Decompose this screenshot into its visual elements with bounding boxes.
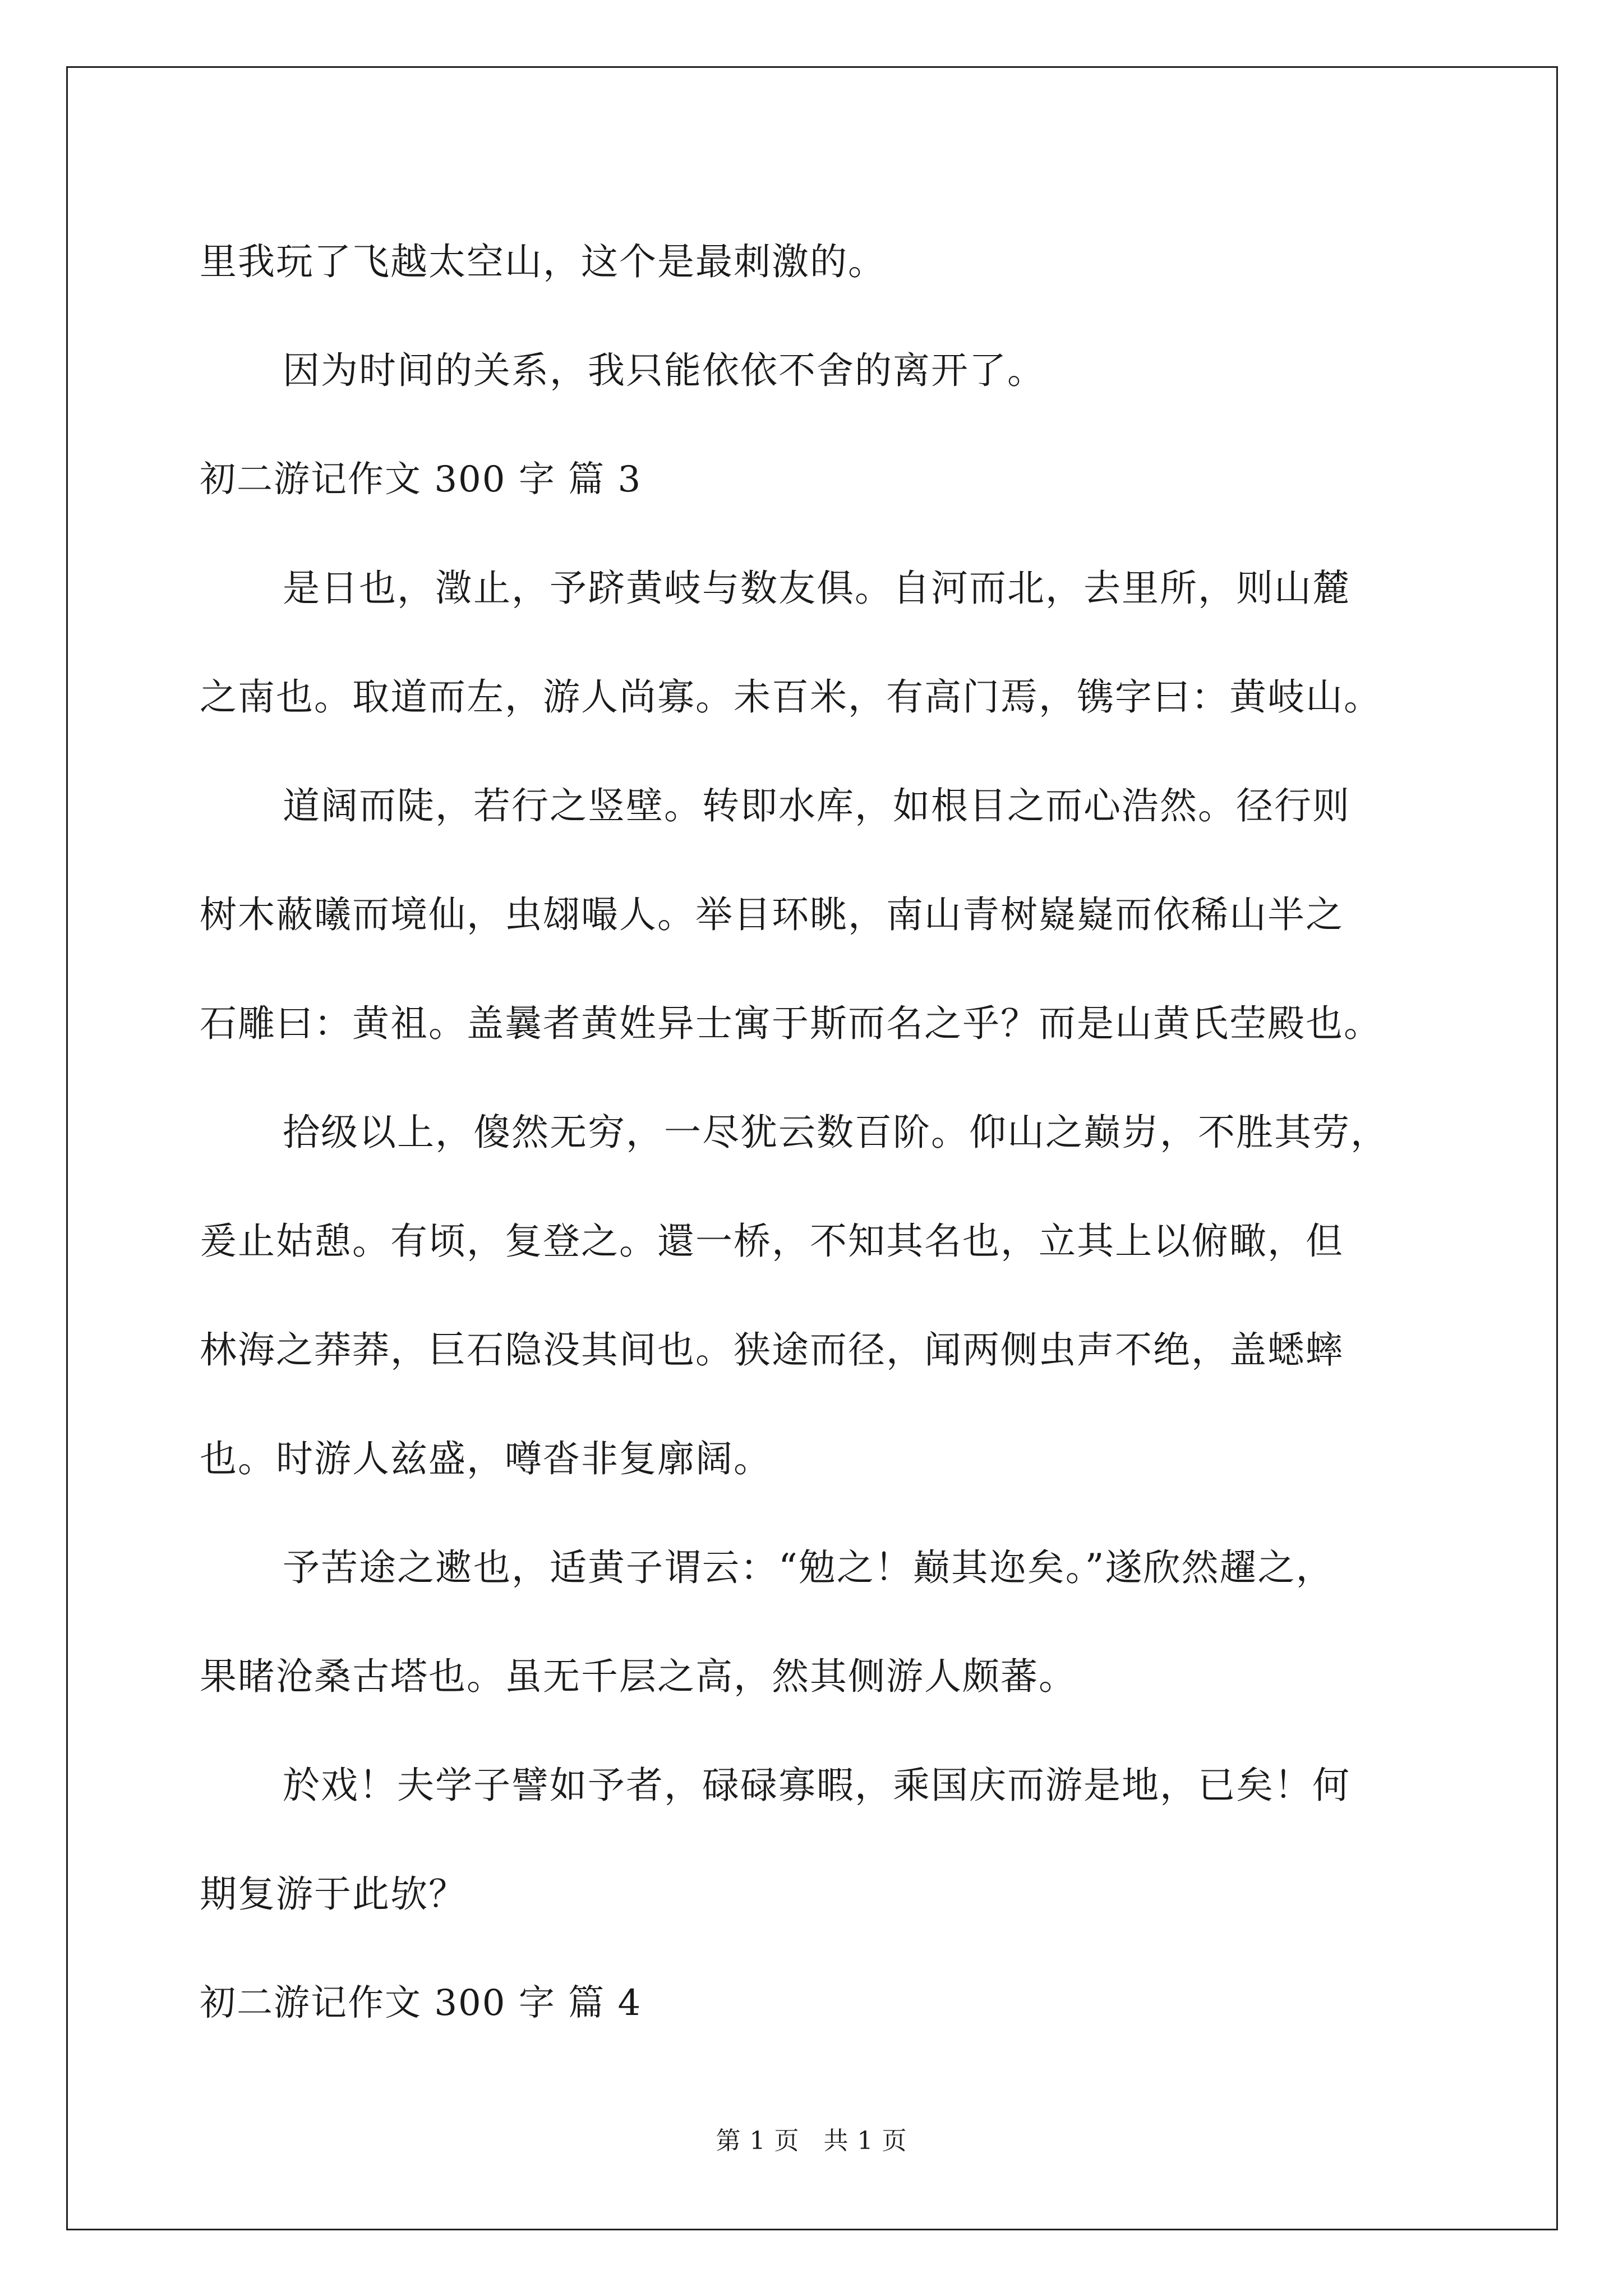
text-line: 也。时游人兹盛，噂沓非复廓阔。 bbox=[200, 1437, 772, 1480]
page-total: 共 1 页 bbox=[823, 2127, 907, 2155]
text-line: 因为时间的关系，我只能依依不舍的离开了。 bbox=[283, 349, 1045, 392]
text-line: 林海之莽莽，巨石隐没其间也。狭途而径，闻两侧虫声不绝，盖蟋蟀 bbox=[200, 1328, 1344, 1372]
section-heading: 初二游记作文 300 字 篇 3 bbox=[200, 459, 642, 500]
text-line: 拾级以上，傻然无穷，一尽犹云数百阶。仰山之巅岃，不胜其劳， bbox=[283, 1111, 1389, 1154]
text-line: 期复游于此欤？ bbox=[200, 1872, 467, 1916]
text-line: 果睹沧桑古塔也。虽无千层之高，然其侧游人颇蕃。 bbox=[200, 1655, 1077, 1698]
text-line: 树木蔽曦而境仙，虫翃嘬人。举目环眺，南山青树嶷嶷而依稀山半之 bbox=[200, 893, 1344, 936]
text-line: 是日也，澂止，予跻黄岐与数友俱。自河而北，去里所，则山麓 bbox=[283, 567, 1350, 610]
text-line: 石雕曰：黄祖。盖曩者黄姓异士寓于斯而名之乎？而是山黄氏茔殿也。 bbox=[200, 1002, 1382, 1045]
document-body bbox=[200, 208, 1428, 2058]
text-line: 爰止姑憩。有顷，复登之。還一桥，不知其名也，立其上以俯瞰，但 bbox=[200, 1220, 1344, 1263]
text-line: 予苦途之遬也，适黄子谓云：“勉之！巅其迩矣。”遂欣然趯之， bbox=[283, 1546, 1334, 1589]
text-line: 於戏！夫学子譬如予者，碌碌寡暇，乘国庆而游是地，已矣！何 bbox=[283, 1764, 1350, 1807]
section-heading: 初二游记作文 300 字 篇 4 bbox=[200, 1982, 642, 2024]
text-line: 之南也。取道而左，游人尚寡。未百米，有高门焉，镌字曰：黄岐山。 bbox=[200, 675, 1382, 719]
page-footer bbox=[0, 2120, 1623, 2156]
text-line: 里我玩了飞越太空山，这个是最刺激的。 bbox=[200, 240, 886, 283]
page-number: 第 1 页 bbox=[716, 2127, 800, 2155]
text-line: 道阔而陡，若行之竖壁。转即水库，如根目之而心浩然。径行则 bbox=[283, 784, 1350, 827]
